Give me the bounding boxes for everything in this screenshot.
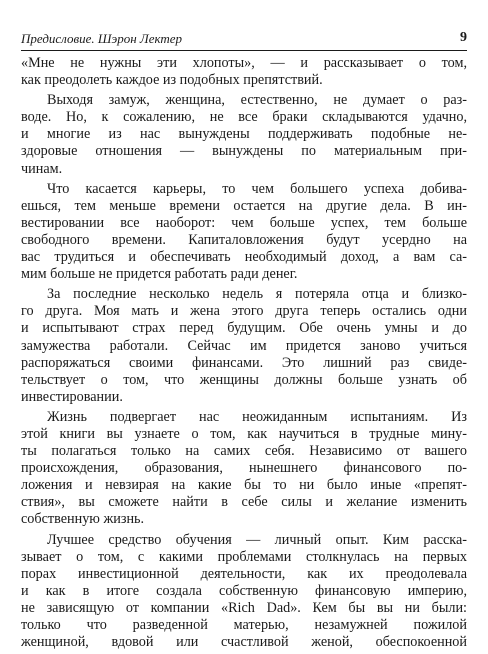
paragraph [21, 92, 467, 177]
text-line: ты полагаться только на самих себя. Независимо от вашего [21, 443, 467, 460]
text-line: женщиной, вдовой или счастливой женой, обеспокоенной [21, 634, 467, 651]
running-header [21, 28, 467, 51]
running-header-title: Предисловие. Шэрон Лектер [21, 31, 183, 46]
text-line: чинам. [21, 160, 63, 177]
text-line: вестировании все наоборот: чем больше успех, тем больше [21, 214, 467, 231]
text-line: Жизнь подвергает нас неожиданным испытаниям. Из [47, 408, 467, 425]
text-line: свободного времени. Капиталовложения будут усердно на [21, 231, 467, 248]
body-text [21, 55, 467, 654]
text-line: воде. Но, к сожалению, не все браки складываются удачно, [21, 109, 467, 126]
paragraph [21, 286, 467, 406]
text-line: только что разведенной матерью, незамужней пожилой [21, 617, 467, 633]
text-line: замужества работали. Сейчас им придется заново учиться [21, 337, 467, 354]
text-line: Выходя замуж, женщина, естественно, не думает о раз- [47, 92, 467, 109]
paragraph [21, 181, 467, 284]
text-line: зывает о том, с какими проблемами столкнулась на первых [21, 548, 467, 565]
text-line: За последние несколько недель я потеряла отца и близко- [47, 286, 467, 303]
text-line: порах инвестиционной деятельности, как их преодолевала [21, 565, 467, 582]
paragraph [21, 532, 467, 652]
text-line: как преодолеть каждое из подобных препятствий. [21, 72, 323, 89]
text-line: и как в итоге создала собственную финансовую империю, [21, 582, 467, 599]
paragraph [21, 409, 467, 529]
text-line: распоряжаться своими финансами. Это лишний раз свиде- [21, 354, 467, 371]
text-line: и многие из нас вынуждены поддерживать подобные не- [21, 126, 467, 143]
text-line: не зависящую от компании «Rich Dad». Кем бы вы ни были: [21, 599, 467, 616]
text-line: вас трудиться и обеспечивать необходимый доход, а вам са- [21, 249, 467, 266]
text-line: происхождения, образования, нынешнего финансового по- [21, 460, 467, 477]
text-line: мим больше не придется работать ради денег. [21, 266, 298, 283]
text-line: Лучшее средство обучения — личный опыт. Ким расска- [47, 531, 467, 548]
text-line: здоровые отношения — вынуждены по материальным при- [21, 143, 467, 160]
text-line: собственную жизнь. [21, 511, 145, 528]
page-number: 9 [460, 30, 467, 45]
paragraph [21, 55, 467, 89]
text-line: «Мне не нужны эти хлопоты», — и рассказывает о том, [21, 55, 467, 71]
text-line: этой книги вы узнаете о том, как научиться в трудные мину- [21, 425, 467, 442]
text-line: и испытывают страх перед будущим. Обе очень умны и до [21, 320, 467, 337]
text-line: ствия», вы сможете найти в себе силы и желание изменить [21, 494, 467, 511]
text-line: ешься, тем меньше времени остается на другие дела. В ин- [21, 197, 467, 214]
text-line: инвестировании. [21, 388, 123, 405]
text-line: го друга. Моя мать и жена этого друга теперь остались одни [21, 303, 467, 320]
text-line: ложения и невзирая на какие бы то ни было иные «препят- [21, 477, 467, 494]
text-line: тельствует о том, что женщины должны больше узнать об [21, 371, 467, 388]
text-line: Что касается карьеры, то чем большего успеха добива- [47, 180, 467, 197]
